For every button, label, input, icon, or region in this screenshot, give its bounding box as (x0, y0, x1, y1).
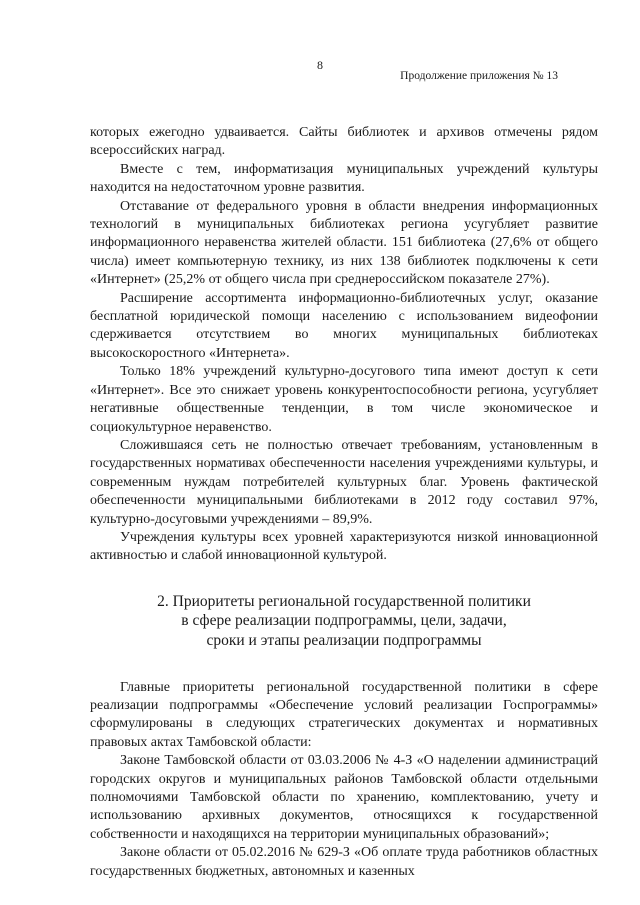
paragraph: Главные приоритеты региональной государственной политики в сфере реализации подпрограммы «Обеспечение условий реализации Госпрограммы» сформулированы в следующих стратегических документах и нормативных правовых актах Тамбовской области: (90, 679, 598, 750)
paragraph: которых ежегодно удваивается. Сайты библиотек и архивов отмечены рядом всероссийских наград. (90, 125, 598, 159)
paragraph: Законе Тамбовской области от 03.03.2006 № 4-З «О наделении администраций городских округов и муниципальных районов Тамбовской области отдельными полномочиями Тамбовской области по хранению, комплектованию, учету и использованию архивных документов, относящихся к государственной собственности и находящихся на территории муниципальных образований»; (90, 753, 598, 842)
section-title-line: 2. Приоритеты региональной государственной политики (157, 592, 531, 610)
header-note: Продолжение приложения № 13 (400, 70, 558, 82)
document-body (90, 124, 598, 881)
paragraph: Только 18% учреждений культурно-досугового типа имеют доступ к сети «Интернет». Все это снижает уровень конкурентоспособности региона, усугубляет негативные общественные тенденции, в том числе экономическое и социокультурное неравенство. (90, 364, 598, 435)
section-title-line: в сфере реализации подпрограммы, цели, задачи, (181, 612, 507, 630)
section-title (90, 592, 598, 651)
paragraph: Учреждения культуры всех уровней характеризуются низкой инновационной активностью и слабой инновационной культурой. (90, 529, 598, 564)
paragraph: Расширение ассортимента информационно-библиотечных услуг, оказание бесплатной юридической помощи населению с использованием видеофонии сдерживается отсутствием во многих муниципальных библиотеках высокоскоростного «Интернета». (90, 290, 598, 361)
paragraph: Вместе с тем, информатизация муниципальных учреждений культуры находится на недостаточном уровне развития. (90, 161, 598, 196)
paragraph: Сложившаяся сеть не полностью отвечает требованиям, установленным в государственных нормативах обеспеченности населения учреждениями культуры, и современным нуждам потребителей культурных благ. Уровень фактической обеспеченности муниципальными библиотеками в 2012 году составил 97%, культурно-досуговыми учреждениями – 89,9%. (90, 437, 598, 527)
paragraph: Законе области от 05.02.2016 № 629-З «Об оплате труда работников областных государственных бюджетных, автономных и казенных (90, 845, 598, 879)
page-number: 8 (317, 58, 323, 72)
section-title-line: сроки и этапы реализации подпрограммы (206, 631, 482, 649)
paragraph: Отставание от федерального уровня в области внедрения информационных технологий в муниципальных библиотеках региона усугубляет развитие информационного неравенства жителей области. 151 библиотека (27,6% от общего числа) имеет компьютерную технику, из них 138 библиотек подключены к сети «Интернет» (25,2% от общего числа при среднероссийском показателе 27%). (90, 198, 598, 288)
